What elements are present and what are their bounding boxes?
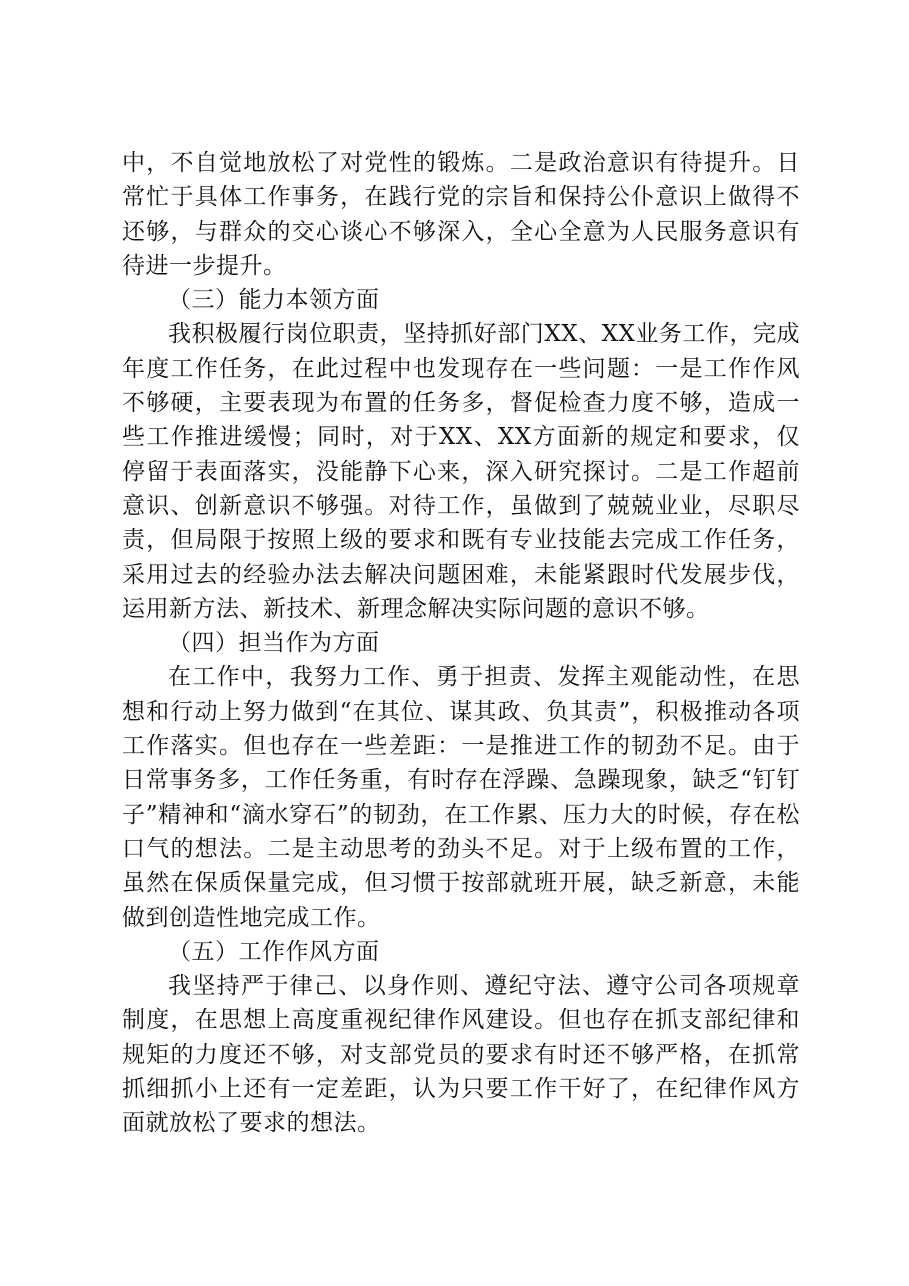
section-heading-ability: （三）能力本领方面: [168, 287, 380, 314]
paragraph-continued: 中，不自觉地放松了对党性的锻炼。二是政治意识有待提升。日常忙于具体工作事务，在践行党的宗旨和保持公仆意识上做得不还够，与群众的交心谈心不够深入，全心全意为人民服务意识有待进一步提升。: [122, 150, 800, 279]
paragraph-ability: 我积极履行岗位职责，坚持抓好部门XX、XX业务工作，完成年度工作任务，在此过程中也发现存在一些问题：一是工作作风不够硬，主要表现为布置的任务多，督促检查力度不够，造成一些工作推进缓慢；同时，对于XX、XX方面新的规定和要求，仅停留于表面落实，没能静下心来，深入研究探讨。二是工作超前意识、创新意识不够强。对待工作，虽做到了兢兢业业，尽职尽责，但局限于按照上级的要求和既有专业技能去完成工作任务，采用过去的经验办法去解决问题困难，未能紧跟时代发展步伐，运用新方法、新技术、新理念解决实际问题的意识不够。: [122, 321, 800, 622]
section-heading-work-style: （五）工作作风方面: [168, 938, 380, 965]
document-body: [122, 146, 800, 1141]
paragraph-work-style: 我坚持严于律己、以身作则、遵纪守法、遵守公司各项规章制度，在思想上高度重视纪律作风建设。但也存在抓支部纪律和规矩的力度还不够，对支部党员的要求有时还不够严格，在抓常抓细抓小上还有一定差距，认为只要工作干好了，在纪律作风方面就放松了要求的想法。: [122, 973, 800, 1137]
paragraph-responsibility: 在工作中，我努力工作、勇于担责、发挥主观能动性，在思想和行动上努力做到“在其位、谋其政、负其责”，积极推动各项工作落实。但也存在一些差距：一是推进工作的韧劲不足。由于日常事务多，工作任务重，有时存在浮躁、急躁现象，缺乏“钉钉子”精神和“滴水穿石”的韧劲，在工作累、压力大的时候，存在松口气的想法。二是主动思考的劲头不足。对于上级布置的工作，虽然在保质保量完成，但习惯于按部就班开展，缺乏新意，未能做到创造性地完成工作。: [122, 664, 800, 931]
section-heading-responsibility: （四）担当作为方面: [168, 630, 380, 657]
